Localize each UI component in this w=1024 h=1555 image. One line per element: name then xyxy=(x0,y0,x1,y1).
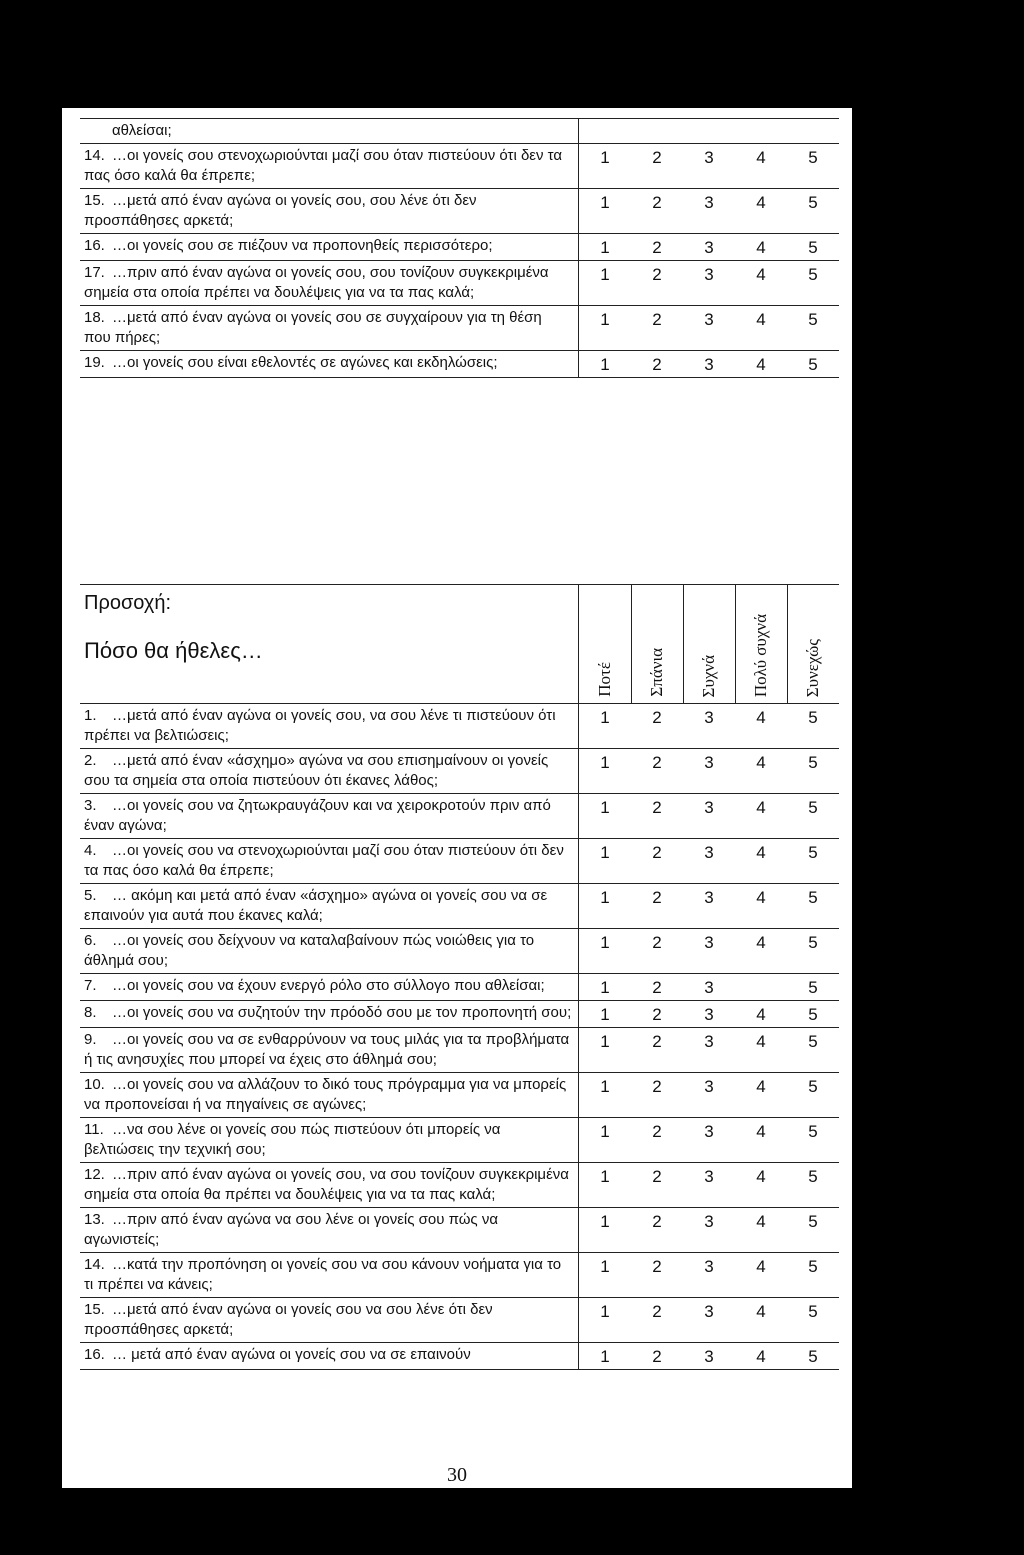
question-text: …μετά από έναν αγώνα οι γονείς σου, σου λένε ότι δεν προσπάθησες αρκετά; xyxy=(84,192,477,229)
question-cell xyxy=(80,119,579,144)
score-option[interactable]: 4 xyxy=(735,1298,787,1343)
score-option[interactable]: 3 xyxy=(683,1298,735,1343)
question-text: …οι γονείς σου να έχουν ενεργό ρόλο στο σύλλογο που αθλείσαι; xyxy=(112,977,545,994)
score-option[interactable]: 4 xyxy=(735,839,787,884)
question-cell xyxy=(80,144,579,189)
score-option[interactable] xyxy=(631,119,683,144)
score-option[interactable]: 3 xyxy=(683,1253,735,1298)
question-cell xyxy=(80,189,579,234)
score-option[interactable]: 3 xyxy=(683,351,735,378)
score-option[interactable]: 5 xyxy=(787,1001,839,1028)
score-option[interactable]: 4 xyxy=(735,1028,787,1073)
score-option[interactable]: 4 xyxy=(735,884,787,929)
score-option[interactable]: 5 xyxy=(787,929,839,974)
score-option[interactable]: 2 xyxy=(631,1028,683,1073)
question-text: αθλείσαι; xyxy=(112,122,172,139)
score-option[interactable]: 3 xyxy=(683,1208,735,1253)
table-row xyxy=(80,884,839,929)
table-row xyxy=(80,1118,839,1163)
score-option[interactable]: 4 xyxy=(735,234,787,261)
question-number: 16. xyxy=(84,1346,105,1363)
table-row xyxy=(80,704,839,749)
questionnaire-table-part1 xyxy=(80,118,839,378)
question-cell xyxy=(80,1253,579,1298)
score-option[interactable]: 5 xyxy=(787,704,839,749)
question-cell xyxy=(80,1208,579,1253)
score-option[interactable]: 3 xyxy=(683,1163,735,1208)
score-option[interactable] xyxy=(579,119,632,144)
table-row xyxy=(80,1073,839,1118)
score-option[interactable]: 2 xyxy=(631,1208,683,1253)
question-text: …μετά από έναν αγώνα οι γονείς σου σε συγχαίρουν για τη θέση που πήρες; xyxy=(84,309,542,346)
question-text: …να σου λένε οι γονείς σου πώς πιστεύουν ότι μπορείς να βελτιώσεις την τεχνική σου; xyxy=(84,1121,501,1158)
question-number: 15. xyxy=(84,192,105,209)
score-option[interactable]: 4 xyxy=(735,1001,787,1028)
question-cell xyxy=(80,351,579,378)
score-option[interactable]: 4 xyxy=(735,351,787,378)
score-option[interactable]: 4 xyxy=(735,261,787,306)
score-option[interactable]: 3 xyxy=(683,1028,735,1073)
score-option[interactable]: 2 xyxy=(631,884,683,929)
question-text: …μετά από έναν «άσχημο» αγώνα να σου επισημαίνουν οι γονείς σου τα σημεία στα οποία πιστεύουν ότι έκανες λάθος; xyxy=(84,752,549,789)
question-cell xyxy=(80,1073,579,1118)
score-option[interactable]: 3 xyxy=(683,839,735,884)
score-option[interactable]: 2 xyxy=(631,189,683,234)
score-option[interactable]: 5 xyxy=(787,1298,839,1343)
question-text: …οι γονείς σου σε πιέζουν να προπονηθείς περισσότερο; xyxy=(112,237,493,254)
score-option[interactable]: 3 xyxy=(683,1001,735,1028)
question-cell xyxy=(80,839,579,884)
question-text: …μετά από έναν αγώνα οι γονείς σου, να σου λένε τι πιστεύουν ότι πρέπει να βελτιώσεις; xyxy=(84,707,556,744)
question-number: 13. xyxy=(84,1211,105,1228)
question-text: …οι γονείς σου δείχνουν να καταλαβαίνουν πώς νοιώθεις για το άθλημά σου; xyxy=(84,932,535,969)
question-cell xyxy=(80,234,579,261)
score-option[interactable]: 5 xyxy=(787,1163,839,1208)
score-option[interactable]: 5 xyxy=(787,839,839,884)
score-option[interactable]: 1 xyxy=(579,1073,632,1118)
score-option[interactable]: 3 xyxy=(683,704,735,749)
score-option[interactable]: 3 xyxy=(683,1073,735,1118)
table-row xyxy=(80,306,839,351)
table-row xyxy=(80,974,839,1001)
score-option[interactable]: 1 xyxy=(579,351,632,378)
score-option[interactable]: 5 xyxy=(787,306,839,351)
score-option[interactable]: 5 xyxy=(787,234,839,261)
score-option[interactable]: 2 xyxy=(631,1343,683,1370)
score-option[interactable]: 1 xyxy=(579,1028,632,1073)
questionnaire-table-part2 xyxy=(80,584,839,1370)
table-row xyxy=(80,351,839,378)
questionnaire-page xyxy=(62,108,852,1488)
score-option[interactable]: 1 xyxy=(579,1253,632,1298)
score-option[interactable]: 3 xyxy=(683,306,735,351)
score-option[interactable]: 2 xyxy=(631,704,683,749)
question-text: …οι γονείς σου να συζητούν την πρόοδό σου με τον προπονητή σου; xyxy=(112,1004,572,1021)
question-number: 18. xyxy=(84,309,105,326)
score-option[interactable]: 3 xyxy=(683,974,735,1001)
table-row xyxy=(80,234,839,261)
table-row xyxy=(80,1208,839,1253)
score-option[interactable]: 1 xyxy=(579,839,632,884)
score-option[interactable]: 5 xyxy=(787,884,839,929)
score-option[interactable]: 3 xyxy=(683,1118,735,1163)
score-option[interactable]: 1 xyxy=(579,884,632,929)
table-row xyxy=(80,1028,839,1073)
score-option[interactable]: 2 xyxy=(631,1073,683,1118)
question-cell xyxy=(80,929,579,974)
score-option[interactable]: 4 xyxy=(735,144,787,189)
score-option[interactable] xyxy=(735,119,787,144)
score-option[interactable]: 2 xyxy=(631,794,683,839)
question-cell xyxy=(80,1298,579,1343)
score-option[interactable]: 5 xyxy=(787,261,839,306)
question-number: 4. xyxy=(84,842,97,859)
question-cell xyxy=(80,974,579,1001)
question-text: …οι γονείς σου είναι εθελοντές σε αγώνες και εκδηλώσεις; xyxy=(112,354,498,371)
table-header-row xyxy=(80,585,839,704)
attention-heading: Προσοχή: xyxy=(84,592,172,614)
score-option[interactable]: 2 xyxy=(631,749,683,794)
table-row xyxy=(80,839,839,884)
score-option[interactable]: 5 xyxy=(787,1343,839,1370)
question-text: …πριν από έναν αγώνα να σου λένε οι γονείς σου πώς να αγωνιστείς; xyxy=(84,1211,499,1248)
question-cell xyxy=(80,1028,579,1073)
question-number: 19. xyxy=(84,354,105,371)
score-option[interactable]: 5 xyxy=(787,351,839,378)
question-number: 14. xyxy=(84,147,105,164)
table-row xyxy=(80,189,839,234)
score-option[interactable]: 5 xyxy=(787,749,839,794)
score-option[interactable]: 3 xyxy=(683,929,735,974)
score-option[interactable]: 1 xyxy=(579,929,632,974)
question-text: …πριν από έναν αγώνα οι γονείς σου, να σου τονίζουν συγκεκριμένα σημεία στα οποία θα πρέπει να δουλέψεις για να τα πας καλά; xyxy=(84,1166,569,1203)
score-option[interactable]: 1 xyxy=(579,1163,632,1208)
table-row xyxy=(80,749,839,794)
question-text: …οι γονείς σου στενοχωριούνται μαζί σου όταν πιστεύουν ότι δεν τα πας όσο καλά θα έπρεπε; xyxy=(84,147,563,184)
score-option[interactable]: 3 xyxy=(683,749,735,794)
question-text: …οι γονείς σου να ζητωκραυγάζουν και να χειροκροτούν πριν από έναν αγώνα; xyxy=(84,797,551,834)
scale-header-rarely: Σπάνια xyxy=(631,585,683,704)
score-option[interactable]: 3 xyxy=(683,234,735,261)
table-row xyxy=(80,794,839,839)
question-number: 5. xyxy=(84,887,97,904)
score-option[interactable]: 2 xyxy=(631,306,683,351)
score-option[interactable]: 5 xyxy=(787,144,839,189)
score-option[interactable]: 3 xyxy=(683,1343,735,1370)
score-option[interactable]: 3 xyxy=(683,144,735,189)
score-option[interactable]: 1 xyxy=(579,144,632,189)
table-row xyxy=(80,1343,839,1370)
score-option[interactable]: 5 xyxy=(787,1208,839,1253)
table-row xyxy=(80,1001,839,1028)
score-option[interactable]: 2 xyxy=(631,144,683,189)
score-option[interactable]: 5 xyxy=(787,974,839,1001)
question-cell xyxy=(80,1163,579,1208)
score-option[interactable]: 2 xyxy=(631,1118,683,1163)
score-option[interactable]: 1 xyxy=(579,749,632,794)
score-option[interactable]: 1 xyxy=(579,234,632,261)
question-cell xyxy=(80,1118,579,1163)
score-option[interactable]: 2 xyxy=(631,1163,683,1208)
question-number: 1. xyxy=(84,707,97,724)
score-option[interactable]: 4 xyxy=(735,794,787,839)
score-option[interactable] xyxy=(787,119,839,144)
question-cell xyxy=(80,1343,579,1370)
score-option[interactable]: 2 xyxy=(631,351,683,378)
question-cell xyxy=(80,261,579,306)
question-number: 6. xyxy=(84,932,97,949)
score-option[interactable]: 4 xyxy=(735,1118,787,1163)
scale-header-always: Συνεχώς xyxy=(787,585,839,704)
question-cell xyxy=(80,1001,579,1028)
score-option[interactable]: 2 xyxy=(631,1298,683,1343)
score-option[interactable]: 1 xyxy=(579,794,632,839)
table-row xyxy=(80,261,839,306)
score-option[interactable]: 1 xyxy=(579,974,632,1001)
score-option[interactable]: 2 xyxy=(631,261,683,306)
table-row xyxy=(80,929,839,974)
score-option[interactable]: 1 xyxy=(579,1298,632,1343)
score-option[interactable]: 4 xyxy=(735,189,787,234)
table-row xyxy=(80,1298,839,1343)
question-number: 9. xyxy=(84,1031,97,1048)
table-row xyxy=(80,144,839,189)
question-number: 17. xyxy=(84,264,105,281)
scale-header-never: Ποτέ xyxy=(579,585,632,704)
score-option[interactable]: 3 xyxy=(683,884,735,929)
score-option[interactable]: 4 xyxy=(735,306,787,351)
score-option[interactable]: 5 xyxy=(787,1073,839,1118)
score-option[interactable]: 5 xyxy=(787,1118,839,1163)
question-text: …μετά από έναν αγώνα οι γονείς σου να σου λένε ότι δεν προσπάθησες αρκετά; xyxy=(84,1301,493,1338)
question-cell xyxy=(80,306,579,351)
header-cell xyxy=(80,585,579,704)
score-option[interactable]: 1 xyxy=(579,1118,632,1163)
question-stem: Πόσο θα ήθελες… xyxy=(84,638,263,663)
score-option[interactable]: 2 xyxy=(631,974,683,1001)
scale-header-very-often: Πολύ συχνά xyxy=(735,585,787,704)
table-row xyxy=(80,1163,839,1208)
table-row xyxy=(80,1253,839,1298)
score-option[interactable]: 1 xyxy=(579,261,632,306)
question-number: 3. xyxy=(84,797,97,814)
question-number: 16. xyxy=(84,237,105,254)
score-option[interactable]: 4 xyxy=(735,929,787,974)
score-option[interactable]: 1 xyxy=(579,1208,632,1253)
question-text: …πριν από έναν αγώνα οι γονείς σου, σου τονίζουν συγκεκριμένα σημεία στα οποία πρέπει να δουλέψεις για να τα πας καλά; xyxy=(84,264,549,301)
score-option[interactable]: 2 xyxy=(631,839,683,884)
page-number: 30 xyxy=(447,1464,467,1486)
question-number: 7. xyxy=(84,977,97,994)
score-option[interactable]: 2 xyxy=(631,234,683,261)
score-option[interactable] xyxy=(735,974,787,1001)
question-cell xyxy=(80,794,579,839)
question-number: 8. xyxy=(84,1004,97,1021)
question-number: 10. xyxy=(84,1076,105,1093)
question-text: … μετά από έναν αγώνα οι γονείς σου να σε επαινούν xyxy=(112,1346,471,1363)
score-option[interactable]: 5 xyxy=(787,794,839,839)
score-option[interactable]: 1 xyxy=(579,704,632,749)
score-option[interactable]: 5 xyxy=(787,1028,839,1073)
question-text: …οι γονείς σου να αλλάζουν το δικό τους πρόγραμμα για να μπορείς να προπονείσαι ή να πηγαίνεις σε αγώνες; xyxy=(84,1076,567,1113)
question-cell xyxy=(80,704,579,749)
score-option[interactable]: 1 xyxy=(579,189,632,234)
score-option[interactable]: 4 xyxy=(735,1163,787,1208)
question-text: …οι γονείς σου να σε ενθαρρύνουν να τους μιλάς για τα προβλήματα ή τις ανησυχίες που μπορεί να έχεις στο άθλημά σου; xyxy=(84,1031,570,1068)
question-number: 2. xyxy=(84,752,97,769)
score-option[interactable]: 3 xyxy=(683,794,735,839)
score-option[interactable]: 1 xyxy=(579,1001,632,1028)
score-option[interactable]: 1 xyxy=(579,306,632,351)
question-number: 15. xyxy=(84,1301,105,1318)
scale-header-often: Συχνά xyxy=(683,585,735,704)
score-option[interactable]: 1 xyxy=(579,1343,632,1370)
question-text: …οι γονείς σου να στενοχωριούνται μαζί σου όταν πιστεύουν ότι δεν τα πας όσο καλά θα έπρεπε; xyxy=(84,842,564,879)
score-option[interactable]: 4 xyxy=(735,1343,787,1370)
question-number: 12. xyxy=(84,1166,105,1183)
score-option[interactable]: 5 xyxy=(787,1253,839,1298)
score-option[interactable]: 2 xyxy=(631,1253,683,1298)
table-row xyxy=(80,119,839,144)
score-option[interactable] xyxy=(683,119,735,144)
score-option[interactable]: 4 xyxy=(735,1208,787,1253)
score-option[interactable]: 4 xyxy=(735,1253,787,1298)
question-cell xyxy=(80,884,579,929)
question-number: 14. xyxy=(84,1256,105,1273)
question-number: 11. xyxy=(84,1121,104,1138)
score-option[interactable]: 5 xyxy=(787,189,839,234)
score-option[interactable]: 4 xyxy=(735,1073,787,1118)
score-option[interactable]: 4 xyxy=(735,749,787,794)
score-option[interactable]: 3 xyxy=(683,261,735,306)
question-text: …κατά την προπόνηση οι γονείς σου να σου κάνουν νοήματα για το τι πρέπει να κάνεις; xyxy=(84,1256,562,1293)
question-cell xyxy=(80,749,579,794)
score-option[interactable]: 4 xyxy=(735,704,787,749)
question-text: … ακόμη και μετά από έναν «άσχημο» αγώνα οι γονείς σου να σε επαινούν για αυτά που έκανες καλά; xyxy=(84,887,548,924)
score-option[interactable]: 2 xyxy=(631,1001,683,1028)
score-option[interactable]: 2 xyxy=(631,929,683,974)
score-option[interactable]: 3 xyxy=(683,189,735,234)
